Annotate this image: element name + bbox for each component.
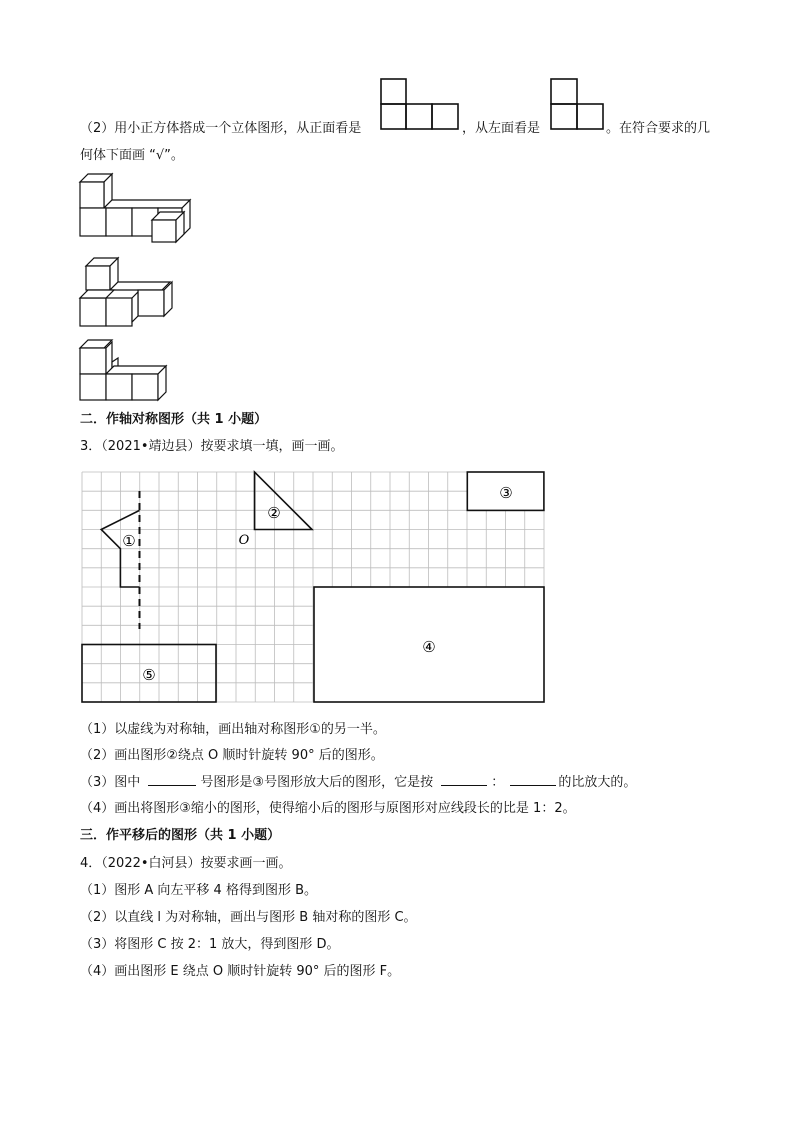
q4-sub1: （1）图形 A 向左平移 4 格得到图形 B。 — [80, 883, 318, 898]
label-2: ② — [267, 504, 281, 522]
q3-sub3-d: 的比放大的。 — [558, 775, 637, 790]
q2-line1c — [606, 120, 710, 138]
q3-sub2: （2）画出图形②绕点 O 顺时针旋转 90° 后的图形。 — [80, 748, 384, 763]
q2-text-part3: 。在符合要求的几 — [606, 121, 711, 136]
q2-line1b — [462, 120, 540, 138]
figure-2 — [255, 472, 313, 530]
q2-line2: 何体下面画 “√”。 — [80, 148, 184, 163]
q3-sub4: （4）画出将图形③缩小的图形，使得缩小后的图形与原图形对应线段长的比是 1：2。 — [80, 801, 576, 816]
q4-stem: 4．（2022•白河县）按要求画一画。 — [80, 856, 292, 871]
q3-sub3-b: 号图形是③号图形放大后的图形，它是按 — [200, 775, 434, 790]
q4-sub3: （3）将图形 C 按 2：1 放大，得到图形 D。 — [80, 937, 340, 952]
label-5: ⑤ — [142, 666, 156, 684]
solid-option-2 — [78, 256, 178, 328]
q4-sub2: （2）以直线 l 为对称轴，画出与图形 B 轴对称的图形 C。 — [80, 910, 417, 925]
q4-sub4: （4）画出图形 E 绕点 O 顺时针旋转 90° 后的图形 F。 — [80, 964, 401, 979]
q3-sub3 — [80, 773, 636, 792]
q2-text-part1: （2）用小正方体搭成一个立体图形，从正面看是 — [80, 121, 362, 136]
q3-sub3-a: （3）图中 — [80, 775, 141, 790]
q3-sub3-c: ： — [491, 775, 505, 790]
answer-blank-figure[interactable] — [148, 773, 196, 786]
answer-blank-ratio-b[interactable] — [510, 773, 556, 786]
solid-option-3 — [78, 338, 178, 406]
label-3: ③ — [499, 484, 513, 502]
left-view-icon — [550, 78, 606, 130]
point-o-label: O — [238, 533, 250, 548]
q3-sub1: （1）以虚线为对称轴，画出轴对称图形①的另一半。 — [80, 722, 386, 737]
solid-option-1 — [78, 172, 198, 244]
q3-stem: 3．（2021•靖边县）按要求填一填，画一画。 — [80, 439, 344, 454]
section2-heading: 二．作轴对称图形（共 1 小题） — [80, 412, 268, 427]
label-1: ① — [122, 532, 136, 550]
label-4: ④ — [422, 638, 436, 656]
answer-blank-ratio-a[interactable] — [441, 773, 487, 786]
q2-line1 — [80, 120, 361, 138]
q3-grid-figure — [82, 472, 548, 708]
section3-heading: 三．作平移后的图形（共 1 小题） — [80, 828, 281, 843]
q2-text-part2: ，从左面看是 — [462, 121, 541, 136]
front-view-icon — [380, 78, 460, 130]
